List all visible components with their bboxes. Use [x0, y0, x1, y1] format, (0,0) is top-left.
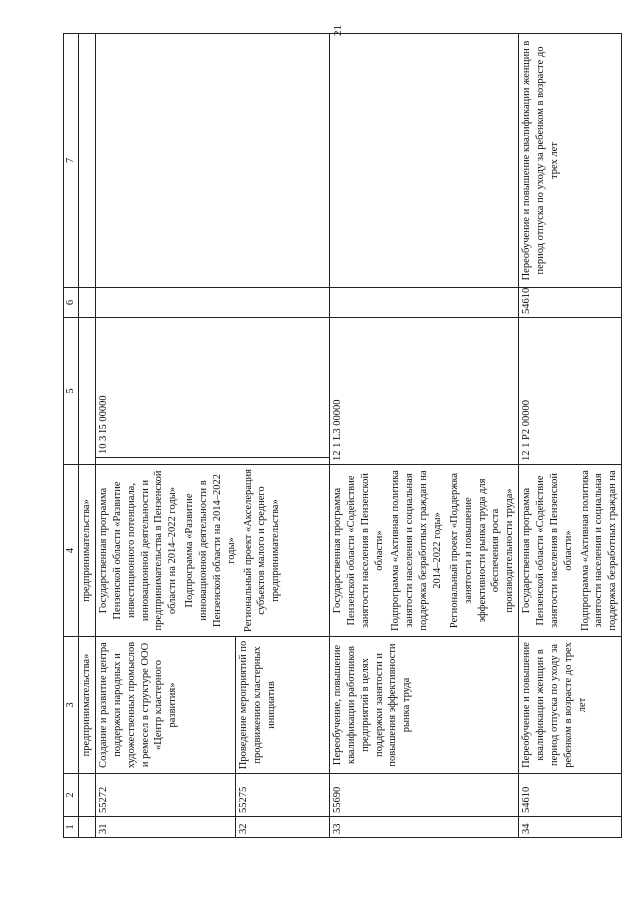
- continuation-text: предпринимательства»: [79, 465, 96, 637]
- column-number: 3: [64, 637, 79, 774]
- row-col6: [330, 288, 519, 318]
- column-number: 7: [64, 34, 79, 288]
- row-col7: Переобучение и повышение квалификации женщин в период отпуска по уходу за ребенком в возрасте до трех лет: [519, 34, 622, 288]
- row-number: 32: [236, 817, 330, 838]
- program-text: Подпрограмма «Активная политика занятости населения и социальная поддержка безработных граждан на: [579, 470, 619, 631]
- table-row: [519, 34, 622, 838]
- rotated-table-wrapper: [63, 34, 619, 838]
- row-csr-code: 12 1 L3 00000: [330, 318, 519, 465]
- row-code: 55275: [236, 774, 330, 817]
- continuation-text: предпринимательства»: [79, 637, 96, 774]
- row-code: 54610: [519, 774, 622, 817]
- row-number: 34: [519, 817, 622, 838]
- row-number: 33: [330, 817, 519, 838]
- row-name: Переобучение и повышение квалификации женщин в период отпуска по уходу за ребенком в возрасте до трех лет: [519, 637, 622, 774]
- data-table: [63, 33, 622, 838]
- program-text: Государственная программа Пензенской области «Содействие занятости населения в Пензенской области»: [521, 473, 574, 629]
- row-programs: [519, 465, 622, 637]
- row-code: 55690: [330, 774, 519, 817]
- program-text: Государственная программа Пензенской области «Содействие занятости населения в Пензенской области»: [332, 473, 385, 629]
- column-number: 5: [64, 318, 79, 465]
- column-number: 1: [64, 817, 79, 838]
- column-number: 6: [64, 288, 79, 318]
- page-number: 21: [332, 25, 344, 36]
- program-text: Региональный проект «Поддержка занятости и повышение эффективности рынка труда для обеспечения роста производительности труда»: [448, 472, 516, 629]
- program-text: Подпрограмма «Активная политика занятости населения и социальная поддержка безработных граждан на 2014–2022 годы»: [390, 470, 444, 631]
- row-programs: [330, 465, 519, 637]
- row-name: Создание и развитие центра поддержки народных и художественных промыслов и ремесел в структуре ООО «Центр кластерного развития»: [96, 637, 236, 774]
- row-col7: [96, 34, 330, 288]
- column-number: 2: [64, 774, 79, 817]
- program-text: Региональный проект «Акселерация субъектов малого и среднего предпринимательства»: [242, 469, 282, 632]
- program-text: Подпрограмма «Развитие инновационной деятельности в Пензенской области на 2014–2022 годы»: [184, 474, 237, 627]
- row-programs: [96, 465, 330, 637]
- row-name: Проведение мероприятий по продвижению кластерных инициатив: [236, 637, 330, 774]
- row-csr-code: 10 3 I5 00000: [96, 318, 329, 458]
- row-col7: [330, 34, 519, 288]
- column-number: 4: [64, 465, 79, 637]
- row-col6: [96, 288, 330, 318]
- row-name: Переобучение, повышение квалификации работников предприятий в целях поддержки занятости и повышения эффективности рынка труда: [330, 637, 519, 774]
- row-csr-code: 12 1 P2 00000: [519, 318, 622, 465]
- table-row: [96, 34, 236, 838]
- table-row: [330, 34, 519, 838]
- row-code: 55272: [96, 774, 236, 817]
- continuation-row: [79, 34, 96, 838]
- program-text: Государственная программа Пензенской области «Развитие инвестиционного потенциала, инновационной деятельности и предпринимательства в Пензенской области на 2014–2022 годы»: [98, 470, 179, 631]
- row-number: 31: [96, 817, 236, 838]
- row-col6: 54610: [519, 288, 622, 318]
- column-number-row: [64, 34, 79, 838]
